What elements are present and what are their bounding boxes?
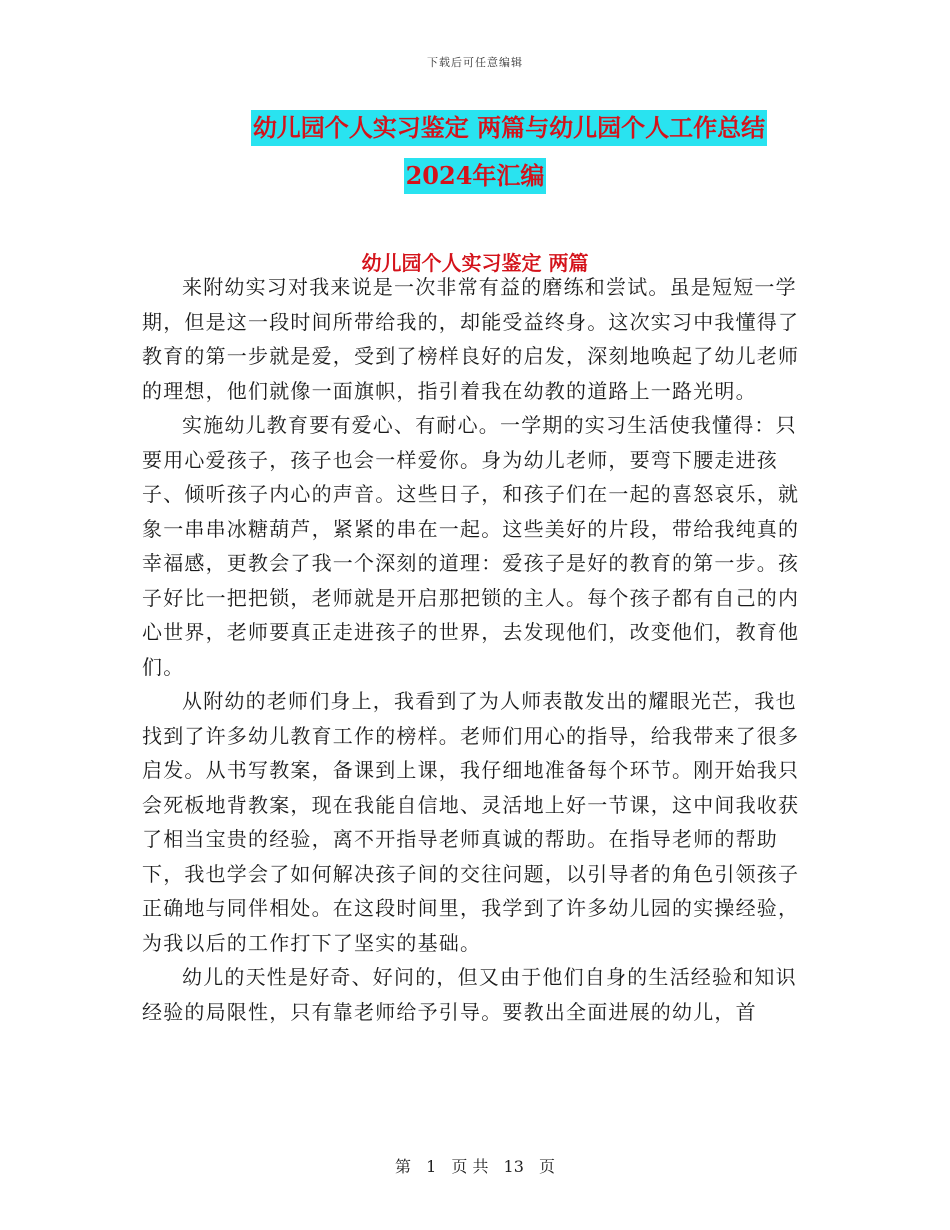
title-line-2: 2024年汇编 (404, 158, 547, 194)
section-title: 幼儿园个人实习鉴定 两篇 (361, 251, 589, 275)
document-title (0, 110, 950, 206)
footer-suffix: 页 (539, 1157, 556, 1176)
paragraph: 从附幼的老师们身上，我看到了为人师表散发出的耀眼光芒，我也找到了许多幼儿教育工作的榜样。老师们用心的指导，给我带来了很多启发。从书写教案，备课到上课，我仔细地准备每个环节。刚开始我只会死板地背教案，现在我能自信地、灵活地上好一节课，这中间我收获了相当宝贵的经验，离不开指导老师真诚的帮助。在指导老师的帮助下，我也学会了如何解决孩子间的交往问题，以引导者的角色引领孩子正确地与同伴相处。在这段时间里，我学到了许多幼儿园的实操经验，为我以后的工作打下了坚实的基础。 (142, 689, 800, 955)
header-note: 下载后可任意编辑 (427, 56, 523, 69)
page-footer (0, 1154, 950, 1177)
footer-prefix: 第 (394, 1157, 411, 1176)
footer-page-number: 1 (426, 1157, 437, 1176)
title-line-1: 幼儿园个人实习鉴定 两篇与幼儿园个人工作总结 (251, 110, 767, 146)
document-body (142, 270, 806, 1029)
paragraph: 实施幼儿教育要有爱心、有耐心。一学期的实习生活使我懂得：只要用心爱孩子，孩子也会一样爱你。身为幼儿老师，要弯下腰走进孩子、倾听孩子内心的声音。这些日子，和孩子们在一起的喜怒哀乐，就象一串串冰糖葫芦，紧紧的串在一起。这些美好的片段，带给我纯真的幸福感，更教会了我一个深刻的道理：爱孩子是好的教育的第一步。孩子好比一把把锁，老师就是开启那把锁的主人。每个孩子都有自己的内心世界，老师要真正走进孩子的世界，去发现他们，改变他们，教育他们。 (142, 413, 800, 679)
paragraph: 幼儿的天性是好奇、好问的，但又由于他们自身的生活经验和知识经验的局限性，只有靠老师给予引导。要教出全面进展的幼儿，首 (142, 965, 797, 1024)
footer-middle: 页 共 (451, 1157, 489, 1176)
paragraph: 来附幼实习对我来说是一次非常有益的磨练和尝试。虽是短短一学期，但是这一段时间所带给我的，却能受益终身。这次实习中我懂得了教育的第一步就是爱，受到了榜样良好的启发，深刻地唤起了幼儿老师的理想，他们就像一面旗帜，指引着我在幼教的道路上一路光明。 (142, 275, 800, 403)
footer-total-pages: 13 (503, 1157, 524, 1176)
